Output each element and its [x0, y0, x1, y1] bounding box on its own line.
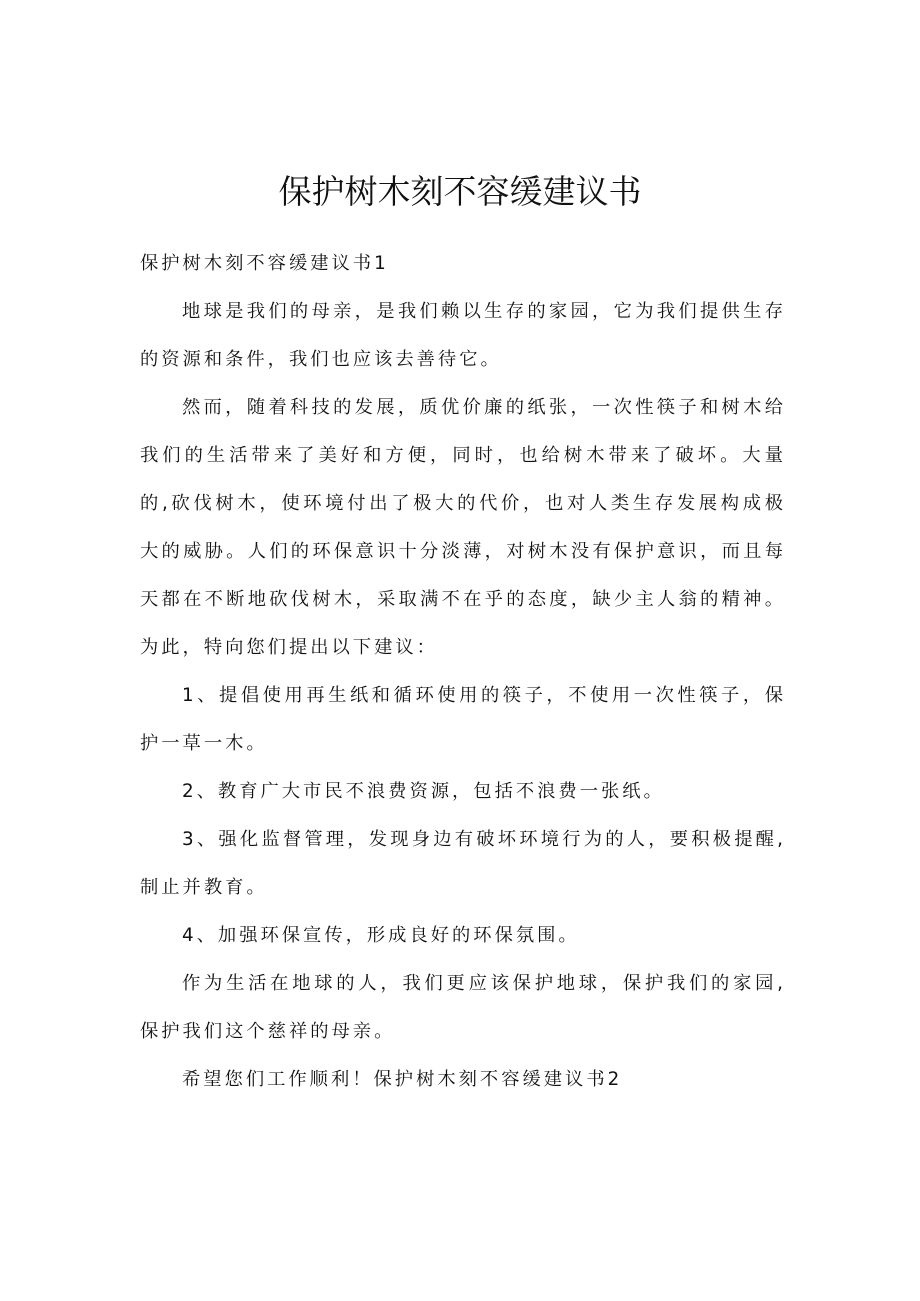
paragraph-closing: 希望您们工作顺利！保护树木刻不容缓建议书2	[182, 1069, 623, 1090]
page-title: 保护树木刻不容缓建议书	[278, 172, 642, 212]
suggestion-2: 2、教育广大市民不浪费资源，包括不浪费一张纸。	[182, 781, 665, 802]
paragraph-intro: 地球是我们的母亲，是我们赖以生存的家园，它为我们提供生存的资源和条件，我们也应该去善待它。	[140, 301, 786, 370]
suggestion-4: 4、加强环保宣传，形成良好的环保氛围。	[182, 925, 580, 946]
document-body	[140, 240, 786, 1104]
suggestion-1: 1、提倡使用再生纸和循环使用的筷子，不使用一次性筷子，保护一草一木。	[140, 685, 786, 754]
paragraph-problem: 然而，随着科技的发展，质优价廉的纸张，一次性筷子和树木给我们的生活带来了美好和方便，同时，也给树木带来了破坏。大量的,砍伐树木，使环境付出了极大的代价，也对人类生存发展构成极大的威胁。人们的环保意识十分淡薄，对树木没有保护意识，而且每天都在不断地砍伐树木，采取满不在乎的态度，缺少主人翁的精神。为此，特向您们提出以下建议：	[140, 397, 786, 658]
section-heading: 保护树木刻不容缓建议书1	[140, 253, 389, 274]
suggestion-3: 3、强化监督管理，发现身边有破坏环境行为的人，要积极提醒,制止并教育。	[140, 829, 786, 898]
paragraph-conclusion: 作为生活在地球的人，我们更应该保护地球，保护我们的家园,保护我们这个慈祥的母亲。	[140, 973, 786, 1042]
